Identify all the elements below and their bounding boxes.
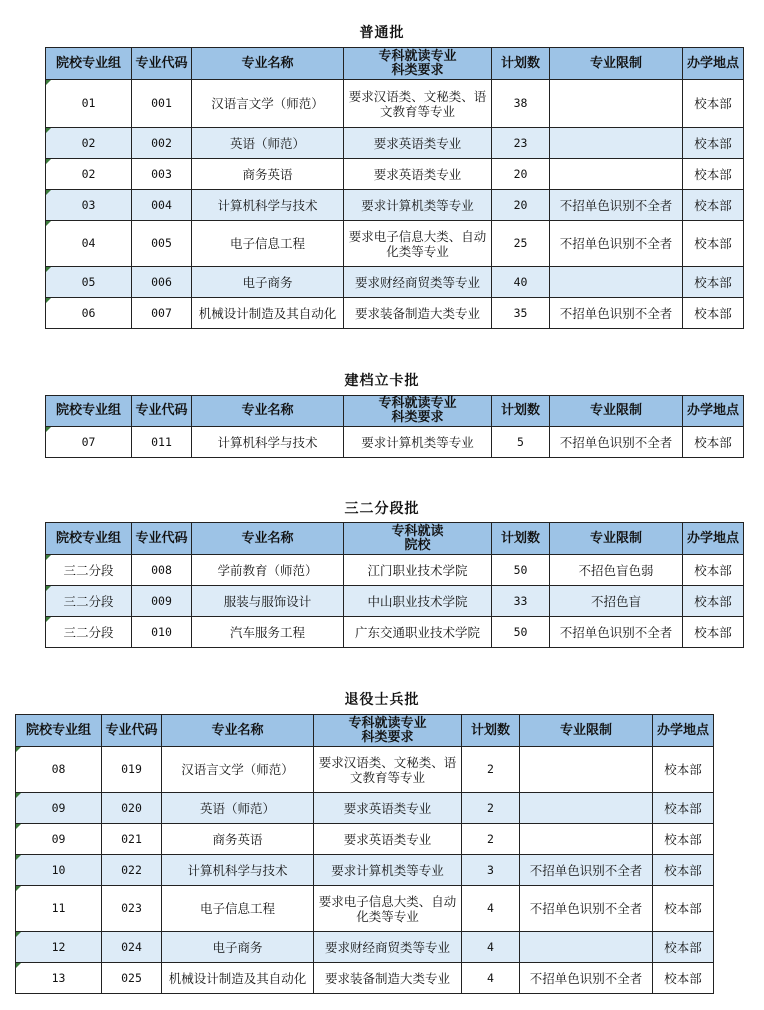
col-header-code: 专业代码 <box>132 396 192 427</box>
cell-code: 009 <box>132 586 192 617</box>
cell-plan-count: 35 <box>492 298 550 329</box>
cell-location: 校本部 <box>683 80 744 128</box>
cell-code: 008 <box>132 555 192 586</box>
table-row <box>46 617 744 648</box>
cell-requirement: 江门职业技术学院 <box>344 555 492 586</box>
table-row <box>46 427 744 458</box>
cell-restriction: 不招单色识别不全者 <box>520 963 653 994</box>
table-row <box>16 855 714 886</box>
cell-group: 02 <box>46 128 132 159</box>
cell-plan-count: 38 <box>492 80 550 128</box>
cell-plan-count: 20 <box>492 190 550 221</box>
section-title-veterans: 退役士兵批 <box>344 692 420 708</box>
cell-restriction: 不招单色识别不全者 <box>550 221 683 267</box>
cell-group: 03 <box>46 190 132 221</box>
cell-group: 09 <box>16 793 102 824</box>
cell-plan-count: 5 <box>492 427 550 458</box>
cell-code: 011 <box>132 427 192 458</box>
cell-group: 08 <box>16 747 102 793</box>
cell-requirement: 中山职业技术学院 <box>344 586 492 617</box>
cell-restriction: 不招单色识别不全者 <box>550 298 683 329</box>
cell-location: 校本部 <box>683 190 744 221</box>
cell-location: 校本部 <box>653 886 714 932</box>
cell-location: 校本部 <box>653 932 714 963</box>
cell-plan-count: 20 <box>492 159 550 190</box>
cell-major: 电子商务 <box>192 267 344 298</box>
cell-requirement: 要求装备制造大类专业 <box>344 298 492 329</box>
cell-major: 计算机科学与技术 <box>192 427 344 458</box>
cell-major: 学前教育（师范） <box>192 555 344 586</box>
cell-major: 电子信息工程 <box>162 886 314 932</box>
table-row <box>46 159 744 190</box>
cell-location: 校本部 <box>653 963 714 994</box>
cell-restriction <box>520 824 653 855</box>
cell-restriction <box>520 793 653 824</box>
cell-code: 019 <box>102 747 162 793</box>
cell-requirement: 要求汉语类、文秘类、语文教育等专业 <box>314 747 462 793</box>
cell-restriction: 不招单色识别不全者 <box>550 190 683 221</box>
table-row <box>16 886 714 932</box>
cell-group: 02 <box>46 159 132 190</box>
cell-plan-count: 50 <box>492 617 550 648</box>
cell-plan-count: 2 <box>462 824 520 855</box>
col-header-code: 专业代码 <box>132 48 192 80</box>
cell-requirement: 要求电子信息大类、自动化类等专业 <box>314 886 462 932</box>
cell-requirement: 要求计算机类等专业 <box>344 190 492 221</box>
cell-code: 023 <box>102 886 162 932</box>
col-header-code: 专业代码 <box>102 715 162 747</box>
table-row <box>16 747 714 793</box>
table-header-row <box>16 715 714 747</box>
col-header-plan-count: 计划数 <box>462 715 520 747</box>
cell-major: 服装与服饰设计 <box>192 586 344 617</box>
cell-restriction <box>550 267 683 298</box>
cell-major: 机械设计制造及其自动化 <box>162 963 314 994</box>
col-header-restriction: 专业限制 <box>550 48 683 80</box>
cell-group: 三二分段 <box>46 555 132 586</box>
cell-group: 06 <box>46 298 132 329</box>
cell-major: 计算机科学与技术 <box>162 855 314 886</box>
col-header-plan-count: 计划数 <box>492 396 550 427</box>
cell-requirement: 要求装备制造大类专业 <box>314 963 462 994</box>
cell-major: 计算机科学与技术 <box>192 190 344 221</box>
section-title-regular: 普通批 <box>359 25 405 41</box>
cell-plan-count: 33 <box>492 586 550 617</box>
cell-restriction: 不招单色识别不全者 <box>520 855 653 886</box>
table-row <box>46 267 744 298</box>
col-header-requirement: 专科就读专业 科类要求 <box>344 48 492 80</box>
col-header-restriction: 专业限制 <box>550 523 683 555</box>
cell-requirement: 要求财经商贸类等专业 <box>314 932 462 963</box>
cell-requirement: 要求英语类专业 <box>314 824 462 855</box>
cell-plan-count: 4 <box>462 963 520 994</box>
cell-restriction <box>520 932 653 963</box>
section-title-poverty: 建档立卡批 <box>344 373 420 389</box>
col-header-plan-count: 计划数 <box>492 523 550 555</box>
cell-code: 005 <box>132 221 192 267</box>
cell-restriction <box>550 128 683 159</box>
col-header-requirement: 专科就读专业 科类要求 <box>314 715 462 747</box>
cell-restriction: 不招单色识别不全者 <box>520 886 653 932</box>
cell-plan-count: 23 <box>492 128 550 159</box>
cell-code: 006 <box>132 267 192 298</box>
cell-plan-count: 2 <box>462 747 520 793</box>
table-row <box>46 128 744 159</box>
cell-plan-count: 25 <box>492 221 550 267</box>
table-row <box>16 963 714 994</box>
col-header-plan-count: 计划数 <box>492 48 550 80</box>
cell-plan-count: 4 <box>462 932 520 963</box>
cell-major: 英语（师范） <box>192 128 344 159</box>
cell-group: 三二分段 <box>46 586 132 617</box>
cell-code: 002 <box>132 128 192 159</box>
cell-major: 汉语言文学（师范） <box>162 747 314 793</box>
col-header-group: 院校专业组 <box>46 396 132 427</box>
cell-plan-count: 3 <box>462 855 520 886</box>
table-row <box>46 298 744 329</box>
plan-table-poverty <box>45 395 744 458</box>
cell-requirement: 广东交通职业技术学院 <box>344 617 492 648</box>
cell-major: 机械设计制造及其自动化 <box>192 298 344 329</box>
cell-group: 01 <box>46 80 132 128</box>
cell-group: 11 <box>16 886 102 932</box>
cell-restriction <box>550 159 683 190</box>
table-header-row <box>46 523 744 555</box>
cell-plan-count: 2 <box>462 793 520 824</box>
cell-major: 商务英语 <box>162 824 314 855</box>
col-header-group: 院校专业组 <box>16 715 102 747</box>
col-header-code: 专业代码 <box>132 523 192 555</box>
col-header-major: 专业名称 <box>162 715 314 747</box>
col-header-group: 院校专业组 <box>46 523 132 555</box>
cell-major: 英语（师范） <box>162 793 314 824</box>
table-row <box>16 824 714 855</box>
table-row <box>46 555 744 586</box>
cell-location: 校本部 <box>683 221 744 267</box>
cell-group: 12 <box>16 932 102 963</box>
cell-location: 校本部 <box>683 617 744 648</box>
table-row <box>46 586 744 617</box>
col-header-major: 专业名称 <box>192 523 344 555</box>
plan-table-regular <box>45 47 744 329</box>
table-row <box>16 932 714 963</box>
cell-major: 汉语言文学（师范） <box>192 80 344 128</box>
cell-requirement: 要求英语类专业 <box>344 159 492 190</box>
cell-restriction <box>550 80 683 128</box>
cell-requirement: 要求计算机类等专业 <box>314 855 462 886</box>
table-row <box>46 190 744 221</box>
col-header-location: 办学地点 <box>683 48 744 80</box>
cell-location: 校本部 <box>683 427 744 458</box>
table-row <box>46 80 744 128</box>
cell-major: 汽车服务工程 <box>192 617 344 648</box>
col-header-restriction: 专业限制 <box>520 715 653 747</box>
section-title-three-two: 三二分段批 <box>344 501 420 517</box>
cell-requirement: 要求汉语类、文秘类、语文教育等专业 <box>344 80 492 128</box>
cell-requirement: 要求英语类专业 <box>344 128 492 159</box>
cell-restriction: 不招单色识别不全者 <box>550 617 683 648</box>
plan-table-three-two <box>45 522 744 648</box>
cell-location: 校本部 <box>653 747 714 793</box>
table-header-row <box>46 396 744 427</box>
cell-requirement: 要求电子信息大类、自动化类等专业 <box>344 221 492 267</box>
cell-code: 001 <box>132 80 192 128</box>
cell-code: 021 <box>102 824 162 855</box>
cell-restriction: 不招色盲 <box>550 586 683 617</box>
cell-requirement: 要求英语类专业 <box>314 793 462 824</box>
table-row <box>16 793 714 824</box>
col-header-location: 办学地点 <box>683 523 744 555</box>
cell-location: 校本部 <box>683 555 744 586</box>
cell-plan-count: 4 <box>462 886 520 932</box>
col-header-group: 院校专业组 <box>46 48 132 80</box>
cell-major: 电子商务 <box>162 932 314 963</box>
col-header-major: 专业名称 <box>192 48 344 80</box>
col-header-requirement: 专科就读专业 科类要求 <box>344 396 492 427</box>
cell-code: 007 <box>132 298 192 329</box>
cell-requirement: 要求计算机类等专业 <box>344 427 492 458</box>
cell-code: 010 <box>132 617 192 648</box>
cell-code: 022 <box>102 855 162 886</box>
cell-code: 025 <box>102 963 162 994</box>
cell-location: 校本部 <box>653 824 714 855</box>
cell-group: 09 <box>16 824 102 855</box>
cell-location: 校本部 <box>653 855 714 886</box>
cell-restriction <box>520 747 653 793</box>
cell-plan-count: 40 <box>492 267 550 298</box>
cell-location: 校本部 <box>653 793 714 824</box>
cell-location: 校本部 <box>683 159 744 190</box>
col-header-location: 办学地点 <box>653 715 714 747</box>
cell-group: 04 <box>46 221 132 267</box>
cell-restriction: 不招单色识别不全者 <box>550 427 683 458</box>
cell-group: 05 <box>46 267 132 298</box>
cell-location: 校本部 <box>683 298 744 329</box>
cell-plan-count: 50 <box>492 555 550 586</box>
cell-location: 校本部 <box>683 267 744 298</box>
table-row <box>46 221 744 267</box>
cell-major: 电子信息工程 <box>192 221 344 267</box>
table-header-row <box>46 48 744 80</box>
cell-major: 商务英语 <box>192 159 344 190</box>
cell-group: 10 <box>16 855 102 886</box>
cell-location: 校本部 <box>683 128 744 159</box>
cell-location: 校本部 <box>683 586 744 617</box>
cell-group: 07 <box>46 427 132 458</box>
col-header-requirement: 专科就读 院校 <box>344 523 492 555</box>
cell-code: 004 <box>132 190 192 221</box>
col-header-location: 办学地点 <box>683 396 744 427</box>
cell-requirement: 要求财经商贸类等专业 <box>344 267 492 298</box>
cell-code: 024 <box>102 932 162 963</box>
cell-group: 13 <box>16 963 102 994</box>
cell-code: 020 <box>102 793 162 824</box>
cell-code: 003 <box>132 159 192 190</box>
col-header-major: 专业名称 <box>192 396 344 427</box>
col-header-restriction: 专业限制 <box>550 396 683 427</box>
plan-table-veterans <box>15 714 714 994</box>
cell-group: 三二分段 <box>46 617 132 648</box>
cell-restriction: 不招色盲色弱 <box>550 555 683 586</box>
